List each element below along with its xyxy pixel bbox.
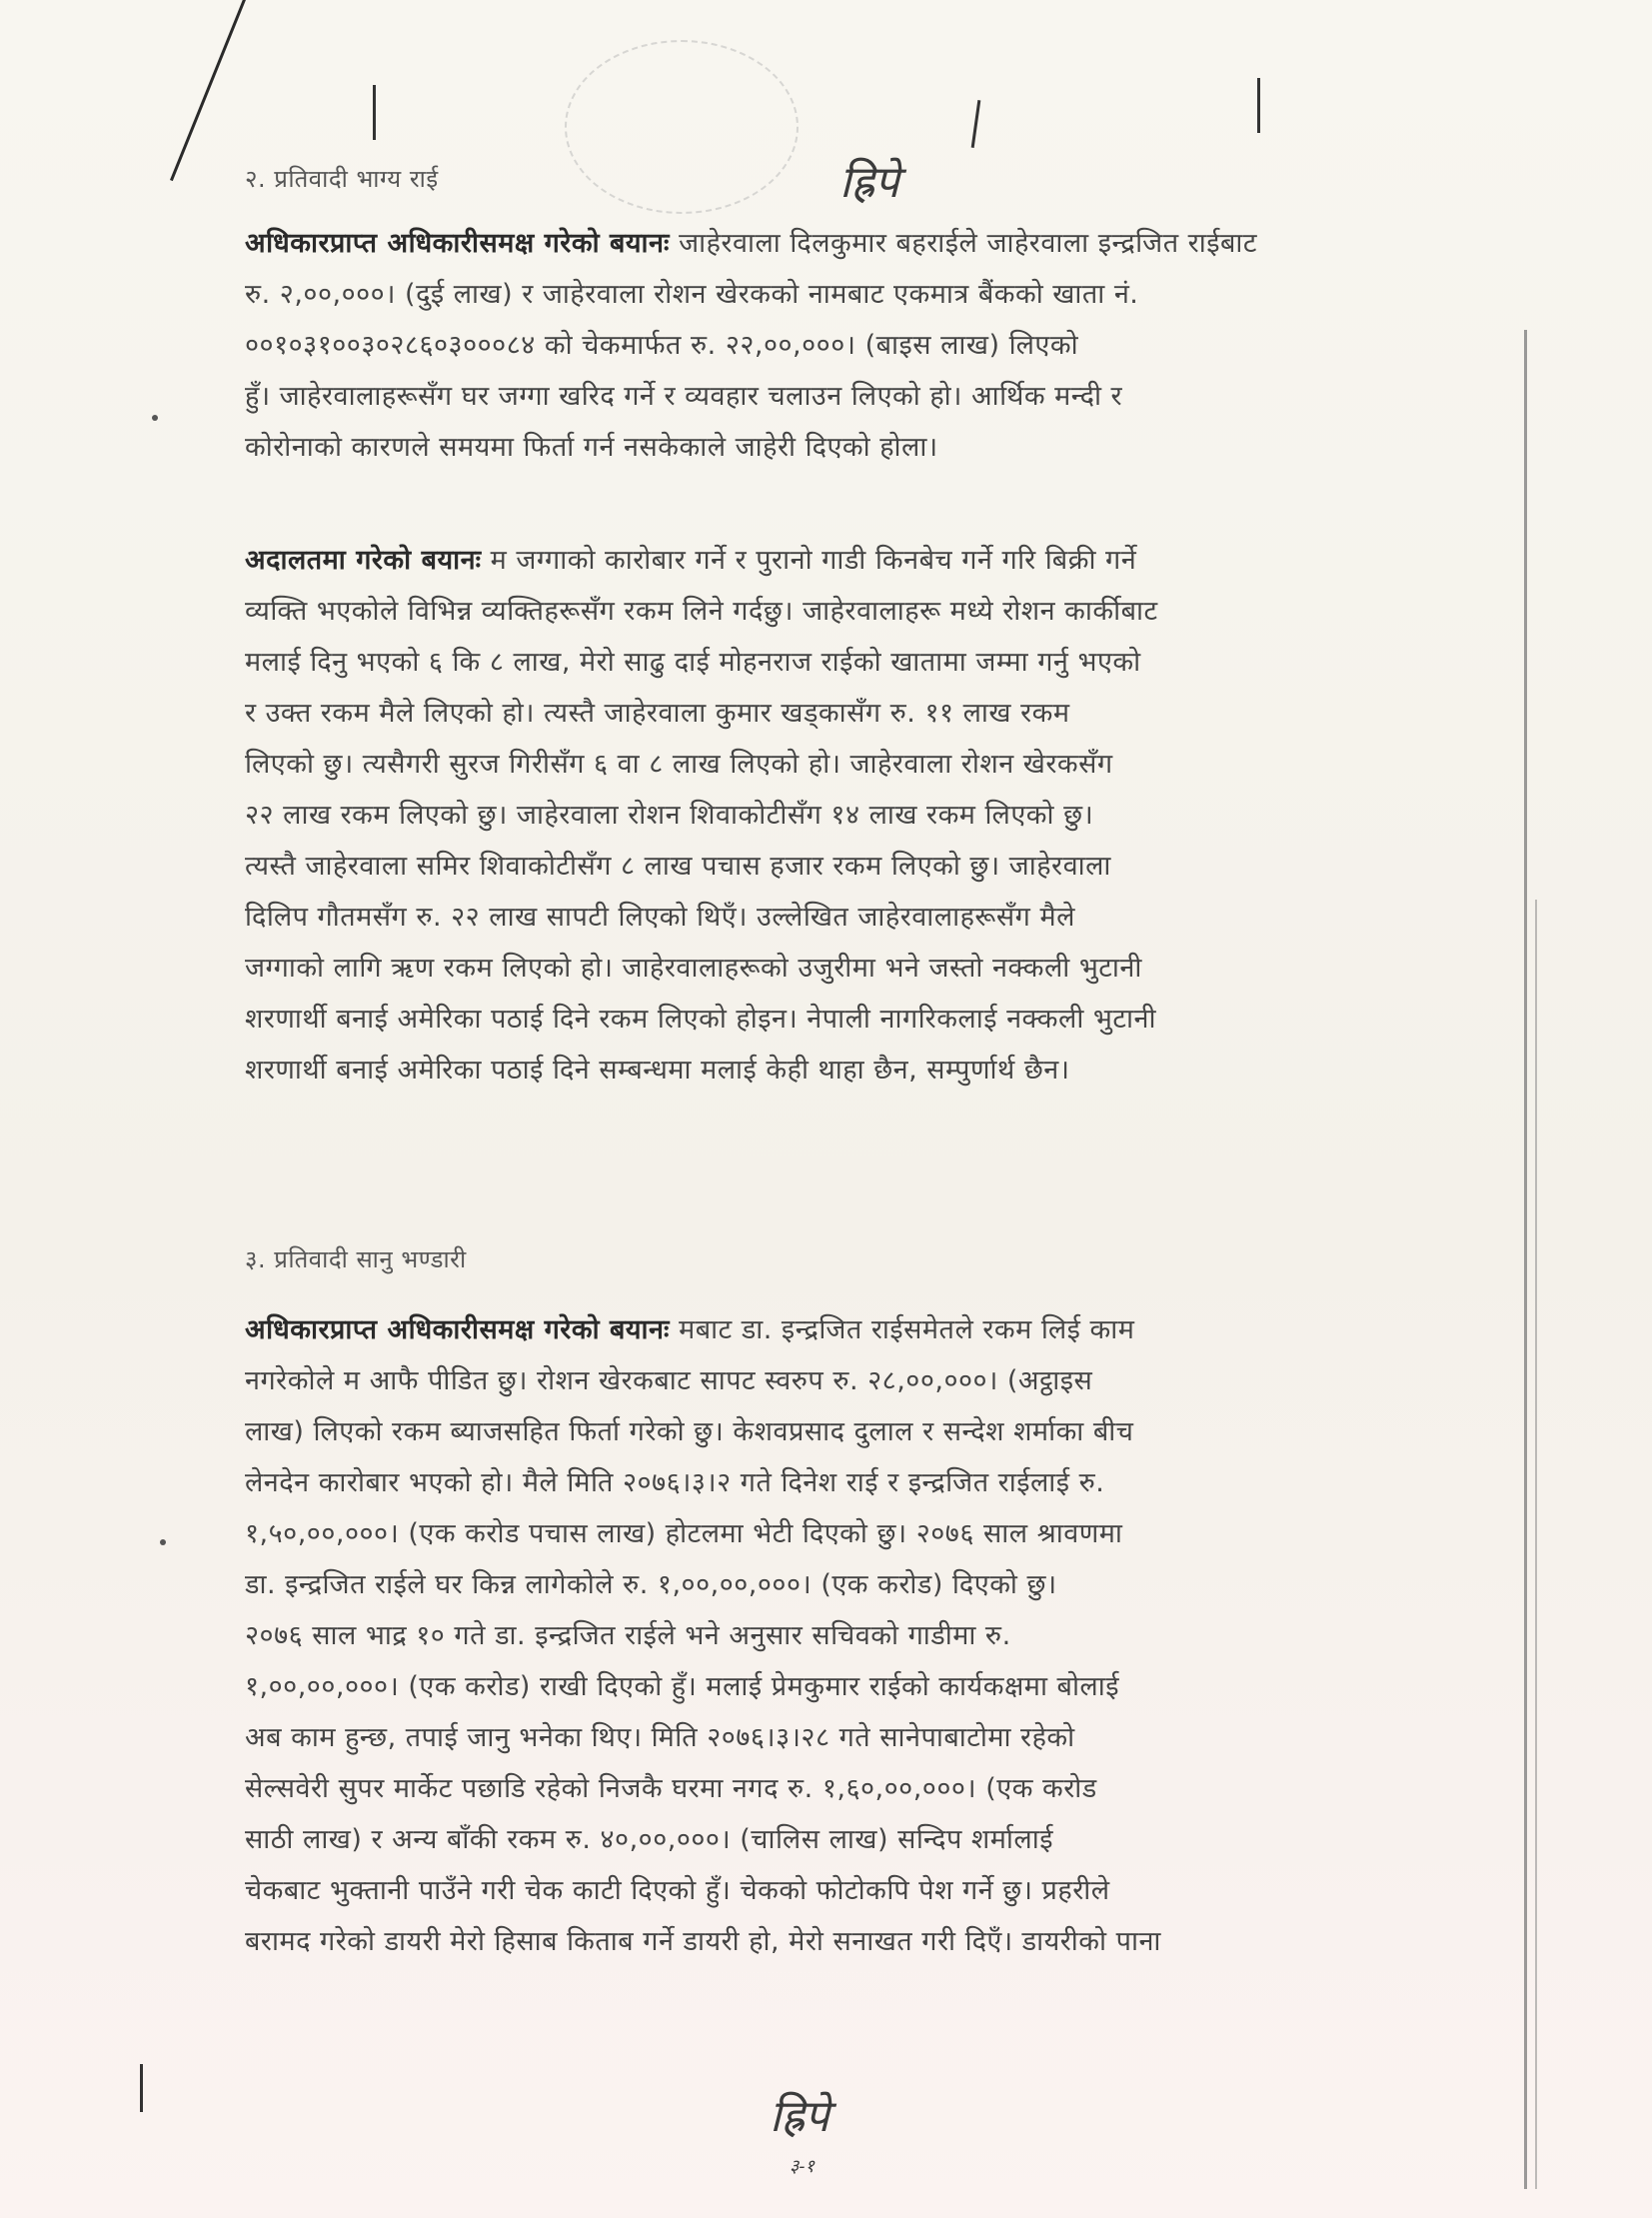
- text-line: शरणार्थी बनाई अमेरिका पठाई दिने रकम लिएको होइन। नेपाली नागरिकलाई नक्कली भुटानी: [245, 1004, 1156, 1035]
- text-line: सेल्सवेरी सुपर मार्केट पछाडि रहेको निजकै घरमा नगद रु. १,६०,००,०००। (एक करोड: [245, 1773, 1097, 1804]
- text-line: व्यक्ति भएकोले विभिन्न व्यक्तिहरूसँग रकम लिने गर्दछु। जाहेरवालाहरू मध्ये रोशन कार्कीबाट: [245, 596, 1158, 627]
- text-line: अब काम हुन्छ, तपाई जानु भनेका थिए। मिति २०७६।३।२८ गते सानेपाबाटोमा रहेको: [245, 1722, 1075, 1753]
- margin-tick: [971, 100, 981, 148]
- text-line: मलाई दिनु भएको ६ कि ८ लाख, मेरो साढु दाई मोहनराज राईको खातामा जम्मा गर्नु भएको: [245, 647, 1141, 678]
- margin-rule-inner: [1535, 900, 1537, 2189]
- text-line: चेकबाट भुक्तानी पाउँने गरी चेक काटी दिएको हुँ। चेकको फोटोकपि पेश गर्ने छु। प्रहरीले: [245, 1875, 1110, 1906]
- text-line: २०७६ साल भाद्र १० गते डा. इन्द्रजित राईले भने अनुसार सचिवको गाडीमा रु.: [245, 1620, 1011, 1651]
- text-line: साठी लाख) र अन्य बाँकी रकम रु. ४०,००,०००। (चालिस लाख) सन्दिप शर्मालाई: [245, 1824, 1053, 1855]
- margin-rule: [1524, 330, 1527, 2189]
- margin-tick: [373, 85, 376, 140]
- text-line: २२ लाख रकम लिएको छु। जाहेरवाला रोशन शिवाकोटीसँग १४ लाख रकम लिएको छु।: [245, 800, 1094, 831]
- text-line: त्यस्तै जाहेरवाला समिर शिवाकोटीसँग ८ लाख पचास हजार रकम लिएको छु। जाहेरवाला: [245, 851, 1111, 882]
- section-heading-2: २. प्रतिवादी भाग्य राई: [245, 165, 439, 193]
- text-line: १,५०,००,०००। (एक करोड पचास लाख) होटलमा भेटी दिएको छु। २०७६ साल श्रावणमा: [245, 1518, 1123, 1549]
- paragraph-statement-1: [245, 218, 1384, 473]
- top-signature: ह्रिपे: [839, 157, 899, 208]
- text-line: लेनदेन कारोबार भएको हो। मैले मिति २०७६।३।२ गते दिनेश राई र इन्द्रजित राईलाई रु.: [245, 1467, 1105, 1498]
- ink-dot: [152, 415, 158, 421]
- text-line: डा. इन्द्रजित राईले घर किन्न लागेकोले रु. १,००,००,०००। (एक करोड) दिएको छु।: [245, 1569, 1057, 1600]
- section-heading-3: ३. प्रतिवादी सानु भण्डारी: [245, 1245, 467, 1273]
- text-line: अधिकारप्राप्त अधिकारीसमक्ष गरेको बयानः जाहेरवाला दिलकुमार बहराईले जाहेरवाला इन्द्रजित राईबाट: [245, 228, 1257, 259]
- bottom-signature: ह्रिपे: [770, 2091, 829, 2142]
- text-line: र उक्त रकम मैले लिएको हो। त्यस्तै जाहेरवाला कुमार खड्कासँग रु. ११ लाख रकम: [245, 698, 1070, 729]
- text-line: अदालतमा गरेको बयानः म जग्गाको कारोबार गर्ने र पुरानो गाडी किनबेच गर्ने गरि बिक्री गर्ने: [245, 545, 1137, 576]
- text-line: कोरोनाको कारणले समयमा फिर्ता गर्न नसकेकाले जाहेरी दिएको होला।: [245, 432, 938, 463]
- text-line: ००१०३१००३०२८६०३०००८४ को चेकमार्फत रु. २२,००,०००। (बाइस लाख) लिएको: [245, 330, 1079, 361]
- margin-tick: [140, 2064, 143, 2112]
- text-line: नगरेकोले म आफै पीडित छु। रोशन खेरकबाट सापट स्वरुप रु. २८,००,०००। (अट्ठाइस: [245, 1365, 1093, 1396]
- text-line: अधिकारप्राप्त अधिकारीसमक्ष गरेको बयानः मबाट डा. इन्द्रजित राईसमेतले रकम लिई काम: [245, 1314, 1135, 1345]
- bottom-page-mark: ३-१: [790, 2156, 815, 2177]
- margin-tick: [1257, 78, 1260, 133]
- text-line: शरणार्थी बनाई अमेरिका पठाई दिने सम्बन्धमा मलाई केही थाहा छैन, सम्पुर्णार्थ छैन।: [245, 1055, 1070, 1086]
- paragraph-statement-2: [245, 535, 1384, 1096]
- diagonal-strike-line: [170, 0, 263, 181]
- text-line: रु. २,००,०००। (दुई लाख) र जाहेरवाला रोशन खेरकको नामबाट एकमात्र बैंकको खाता नं.: [245, 279, 1139, 310]
- text-line: १,००,००,०००। (एक करोड) राखी दिएको हुँ। मलाई प्रेमकुमार राईको कार्यकक्षमा बोलाई: [245, 1671, 1119, 1702]
- text-line: लाख) लिएको रकम ब्याजसहित फिर्ता गरेको छु। केशवप्रसाद दुलाल र सन्देश शर्माका बीच: [245, 1416, 1134, 1447]
- text-line: हुँ। जाहेरवालाहरूसँग घर जग्गा खरिद गर्ने र व्यवहार चलाउन लिएको हो। आर्थिक मन्दी र: [245, 381, 1123, 412]
- text-line: जग्गाको लागि ऋण रकम लिएको हो। जाहेरवालाहरूको उजुरीमा भने जस्तो नक्कली भुटानी: [245, 953, 1142, 984]
- text-line: दिलिप गौतमसँग रु. २२ लाख सापटी लिएको थिएँ। उल्लेखित जाहेरवालाहरूसँग मैले: [245, 902, 1075, 933]
- paragraph-statement-3: [245, 1304, 1384, 1967]
- text-line: बरामद गरेको डायरी मेरो हिसाब किताब गर्ने डायरी हो, मेरो सनाखत गरी दिएँ। डायरीको पाना: [245, 1926, 1161, 1957]
- text-line: लिएको छु। त्यसैगरी सुरज गिरीसँग ६ वा ८ लाख लिएको हो। जाहेरवाला रोशन खेरकसँग: [245, 749, 1113, 780]
- ink-dot: [160, 1539, 166, 1545]
